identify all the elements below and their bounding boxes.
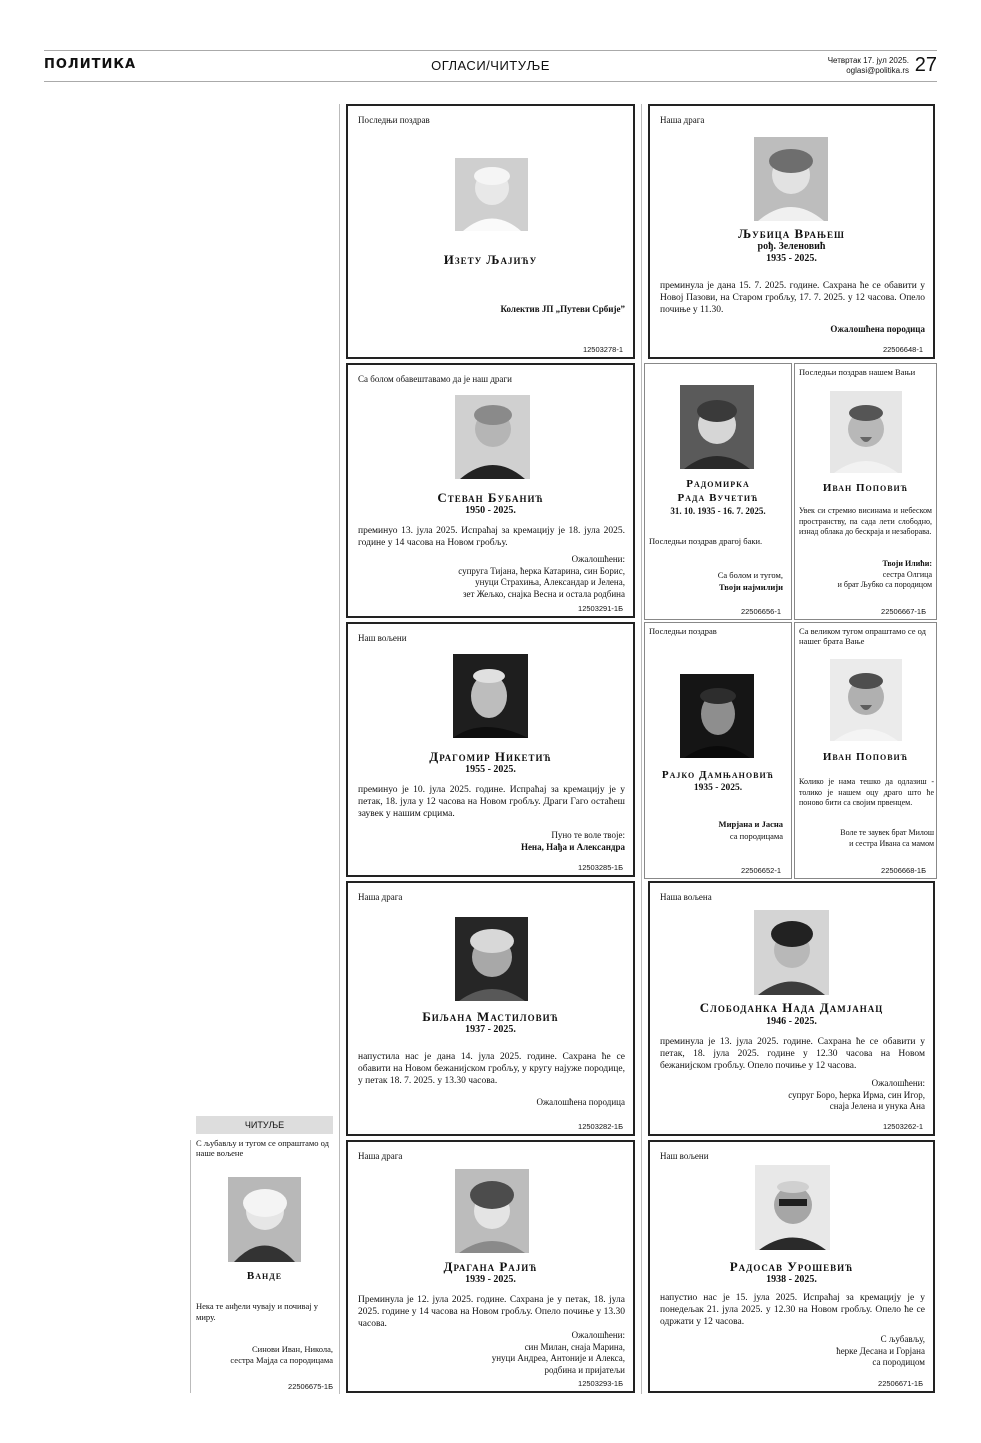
obituary-ad (648, 881, 935, 1136)
ad-code: 12503278-1 (582, 345, 623, 354)
ad-intro: С љубављу и тугом се опраштамо од наше вољене (196, 1138, 329, 1158)
ad-text: преминуо је 10. јула 2025. године. Испраћај за кремацију је у петак, 18. јула у 12 часова на Новом гробљу. Драги Гаго остаћеш заувек у нашим срцима. (358, 785, 625, 819)
life-dates: 1950 - 2025. (465, 505, 516, 516)
portrait-photo (754, 910, 829, 995)
ad-intro: Последњи поздрав (649, 626, 717, 636)
ad-code: 12503293-1Б (578, 1379, 623, 1388)
ad-code: 22506656-1 (740, 607, 781, 616)
deceased-name: Слободанка Нада Дамјанац (699, 1000, 884, 1015)
contact-email[interactable]: oglasi@politika.rs (846, 66, 909, 75)
header-date-block (828, 56, 909, 76)
page-number: 27 (914, 54, 937, 76)
issue-date: Четвртак 17. јул 2025. (827, 56, 909, 65)
deceased-name: Драгана Рајић (443, 1259, 538, 1274)
life-dates: 31. 10. 1935 - 16. 7. 2025. (670, 506, 766, 516)
ad-signature: Воле те заувек брат Милош и сестра Ивана са мамом (840, 828, 934, 848)
ad-intro: Наш вољени (358, 633, 407, 643)
ad-signature: Твоји Илићи: сестра Олгица и брат Љубко са породицом (837, 559, 932, 589)
ad-intro: Са великом тугом опраштамо се од нашег брата Вање (799, 626, 926, 646)
life-dates: 1955 - 2025. (465, 764, 516, 775)
obituary-ad (794, 622, 937, 879)
obituary-ad (346, 1140, 635, 1393)
ad-intro: Последњи поздрав (358, 115, 430, 125)
ad-signature: Мирјана и Јасна са породицама (718, 819, 783, 841)
deceased-name: Радосав Урошевић (729, 1259, 854, 1274)
ad-intro: Наша драга (660, 115, 705, 125)
ad-intro: Наш вољени (660, 1151, 709, 1161)
page-header (44, 50, 937, 82)
ad-code: 12503282-1Б (578, 1122, 623, 1131)
ad-code: 12503285-1Б (578, 863, 623, 872)
portrait-photo (455, 395, 530, 479)
ad-signature: Са болом и тугом, Твоји најмилији (717, 570, 783, 592)
ad-signature: Колектив ЈП „Путеви Србије” (500, 304, 625, 314)
ad-code: 22506671-1Б (878, 1379, 923, 1388)
deceased-name: Стеван Бубанић (437, 490, 544, 505)
ad-text: преминуо 13. јула 2025. Испраћај за кремацију је 18. јула 2025. године у 14 часова на Новом гробљу. (358, 526, 625, 548)
portrait-photo (830, 391, 902, 473)
ad-intro: Наша драга (358, 892, 403, 902)
portrait-photo (453, 654, 528, 738)
deceased-name: Иван Поповић (822, 482, 909, 494)
life-dates: 1939 - 2025. (465, 1274, 516, 1285)
section-label: ЧИТУЉЕ (196, 1116, 333, 1134)
life-dates: 1935 - 2025. (766, 253, 817, 264)
ad-intro: Последњи поздрав нашем Вањи (799, 367, 916, 377)
obituary-ad (644, 622, 792, 879)
ad-signature: С љубављу, ћерке Десана и Горјана са породицом (836, 1334, 925, 1367)
obituary-ad (648, 104, 935, 359)
life-dates: 1935 - 2025. (693, 783, 743, 793)
ad-text: напустио нас је 15. јула 2025. Испраћај за кремацију је у понедељак 21. јула 2025. у 12.30 на Новом гробљу. Опело ће се одржати у 12 часова. (660, 1293, 925, 1327)
life-dates: 1946 - 2025. (766, 1016, 817, 1027)
ad-signature: Ожалошћена породица (536, 1097, 625, 1107)
ad-text: Последњи поздрав драгој баки. (649, 536, 763, 546)
deceased-name: Изету Љајићу (443, 252, 538, 267)
portrait-photo (228, 1177, 301, 1262)
portrait-photo (755, 1165, 830, 1250)
obituary-ad (648, 1140, 935, 1393)
ad-code: 12503291-1Б (578, 604, 623, 613)
ad-code: 12503262-1 (882, 1122, 923, 1131)
ad-text: Колико је нама тешко да одлазиш - толико је нашем оцу драго што ће поново бити са својим првенцем. (799, 777, 934, 807)
ad-signature: Ожалошћени: супруг Боро, ћерка Ирма, син Игор, снаја Јелена и унука Ана (788, 1078, 925, 1111)
ad-intro: Са болом обавештавамо да је наш драги (358, 374, 512, 384)
deceased-name: Драгомир Никетић (429, 749, 552, 764)
ad-code: 22506675-1Б (288, 1382, 333, 1391)
maiden-name: рођ. Зеленовић (757, 241, 826, 252)
ad-signature: Пуно те воле твоје: Нена, Нађа и Александра (520, 830, 625, 852)
ad-text: Нека те анђели чувају и почивај у миру. (196, 1301, 318, 1322)
ad-text: Преминула је 12. јула 2025. године. Сахрана је у петак, 18. јула 2025. године у 14 часова на Новом гробљу. Опело почиње у 13.30 часова. (358, 1295, 625, 1329)
ad-text: Увек си стремио висинама и небеском пространству, па сада лети слободно, изнад облака до бескраја и незаборава. (799, 506, 932, 536)
deceased-name: Иван Поповић (822, 751, 909, 763)
column-rule (339, 104, 340, 1394)
ad-code: 22506668-1Б (881, 866, 926, 875)
life-dates: 1937 - 2025. (465, 1024, 516, 1035)
ad-text: напустила нас је дана 14. јула 2025. године. Сахрана ће се обавити на Новом бежанијском гробљу, у кругу најуже породице, у петак 18. 7. 2025. у 13.30 часова. (358, 1052, 625, 1086)
column-rule (190, 1140, 191, 1393)
portrait-photo (830, 659, 902, 741)
ad-signature: Синови Иван, Никола, сестра Мајда са породицама (230, 1344, 333, 1365)
deceased-name: Љубица Врањеш (738, 226, 845, 241)
section-title: ОГЛАСИ/ЧИТУЉЕ (431, 58, 550, 73)
ad-code: 22506652-1 (740, 866, 781, 875)
obituary-ad (346, 104, 635, 359)
portrait-photo (455, 158, 528, 231)
portrait-photo (455, 1169, 529, 1253)
deceased-name: Рајко Дамњановић (661, 769, 775, 781)
column-rule (641, 104, 642, 1394)
ad-code: 22506648-1 (882, 345, 923, 354)
obituary-ad (346, 622, 635, 877)
ad-signature: Ожалошћени: супруга Тијана, ћерка Катарина, син Борис, унуци Страхиња, Александар и Јелена, зет Жељко, снајка Весна и остала родбина (458, 554, 625, 599)
ad-code: 22506667-1Б (881, 607, 926, 616)
ad-signature: Ожалошћена породица (830, 324, 925, 334)
ad-text: преминула је 13. јула 2025. године. Сахрана ће се обавити у петак, 18. јула 2025. године у 12.30 часова на Новом бежанијском гробљу. Опело почиње у 12 часова. (660, 1037, 925, 1071)
deceased-name: Рада Вучетић (677, 492, 759, 504)
portrait-photo (455, 917, 528, 1001)
obituary-ad (346, 363, 635, 618)
ad-intro: Наша драга (358, 1151, 403, 1161)
deceased-name: Биљана Мастиловић (422, 1009, 559, 1024)
life-dates: 1938 - 2025. (766, 1274, 817, 1285)
obituary-ad (346, 881, 635, 1136)
ad-signature: Ожалошћени: син Милан, снаја Марина, унуци Андреа, Антоније и Алекса, родбина и пријатељи (491, 1330, 625, 1375)
portrait-photo (754, 137, 828, 221)
deceased-name: Радомирка (686, 478, 750, 490)
obituary-ad (794, 363, 937, 620)
ad-text: преминула је дана 15. 7. 2025. године. Сахрана ће се обавити у Новој Пазови, на Старом гробљу, 17. 7. 2025. у 12 часова. Опело почиње у 11.30. (660, 281, 925, 315)
newspaper-logo: ПОЛИТИКА (44, 57, 137, 72)
obituary-ad (644, 363, 792, 620)
deceased-name: Ванде (246, 1270, 283, 1282)
portrait-photo (680, 385, 754, 469)
portrait-photo (680, 674, 754, 758)
ad-intro: Наша вољена (660, 892, 712, 902)
